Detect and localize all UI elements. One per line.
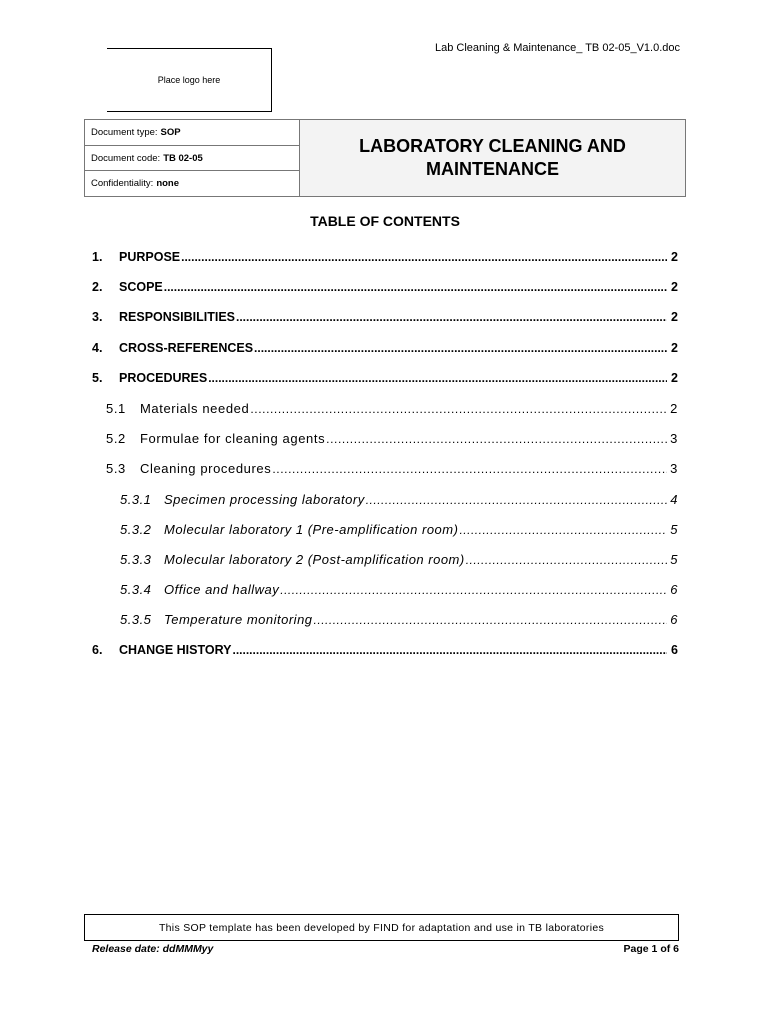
toc-entry-number: 4. (92, 340, 103, 355)
toc-entry[interactable] (92, 552, 678, 570)
toc-entry-number: 5.1 (106, 401, 126, 416)
toc-entry[interactable] (92, 341, 678, 359)
toc-entry-number: 5.3 (106, 461, 126, 477)
toc-entry-number: 5.3.3 (120, 552, 152, 567)
confidentiality-value: none (156, 178, 180, 190)
toc-entry-title: SCOPE (119, 280, 163, 295)
document-filename: Lab Cleaning & Maintenance_ TB 02-05_V1.0.doc (434, 42, 680, 54)
toc-dot-leader (459, 523, 667, 537)
toc-entry-number: 5.3.1 (120, 491, 152, 507)
toc-entry-number: 6. (92, 642, 103, 657)
toc-entry-page: 2 (671, 370, 678, 385)
toc-entry-page: 2 (670, 401, 678, 416)
toc-entry[interactable] (92, 461, 678, 479)
page-number: Page 1 of 6 (623, 943, 679, 955)
toc-dot-leader (366, 493, 667, 507)
footer-note-text: This SOP template has been developed by FIND for adaptation and use in TB laboratories (158, 921, 605, 934)
toc-entry[interactable] (92, 612, 678, 630)
toc-entry-title: Molecular laboratory 2 (Post-amplification room) (164, 552, 465, 567)
toc-entry-number: 2. (92, 280, 103, 295)
toc-dot-leader (181, 250, 667, 264)
toc-entry-title: PURPOSE (119, 250, 181, 264)
toc-entry[interactable] (92, 643, 678, 661)
toc-entry-page: 4 (670, 491, 678, 507)
toc-dot-leader (236, 310, 667, 324)
toc-entry-page: 5 (670, 521, 678, 537)
document-code-value: TB 02-05 (163, 152, 203, 164)
toc-entry[interactable] (92, 250, 678, 268)
toc-entry-title: Cleaning procedures (140, 461, 272, 477)
document-type-label: Document type: (91, 126, 158, 138)
document-type-value: SOP (160, 126, 181, 138)
toc-dot-leader (208, 371, 667, 385)
toc-dot-leader (466, 553, 667, 567)
toc-entry-number: 5.2 (106, 431, 126, 447)
toc-dot-leader (164, 280, 667, 294)
toc-entry-title: RESPONSIBILITIES (119, 310, 235, 325)
toc-dot-leader (280, 583, 667, 597)
toc-entry-page: 2 (671, 340, 678, 355)
toc-entry[interactable] (92, 280, 678, 298)
toc-entry-title: CROSS-REFERENCES (119, 340, 254, 355)
toc-entry[interactable] (92, 310, 678, 328)
toc-entry-title: PROCEDURES (119, 370, 208, 385)
toc-dot-leader (254, 341, 667, 355)
toc-entry[interactable] (92, 401, 678, 419)
toc-dot-leader (272, 462, 667, 476)
toc-entry-title: Formulae for cleaning agents (140, 431, 326, 447)
toc-entry[interactable] (92, 522, 678, 540)
toc-entry-page: 6 (670, 582, 678, 598)
toc-entry-title: CHANGE HISTORY (119, 642, 232, 657)
toc-entry-title: Office and hallway (164, 582, 280, 598)
release-date: Release date: ddMMMyy (92, 943, 214, 955)
toc-entry-page: 3 (670, 431, 678, 447)
toc-entry-page: 2 (671, 280, 678, 295)
toc-entry[interactable] (92, 431, 678, 449)
toc-entry-page: 2 (671, 250, 678, 264)
toc-entry-title: Temperature monitoring (164, 612, 313, 628)
toc-dot-leader (314, 613, 667, 627)
toc-entry-title: Molecular laboratory 1 (Pre-amplification room) (164, 521, 459, 537)
toc-dot-leader (233, 643, 667, 657)
document-title-line1: LABORATORY CLEANING AND (359, 135, 626, 156)
toc-entry-title: Materials needed (140, 401, 250, 416)
toc-entry[interactable] (92, 371, 678, 389)
toc-entry-number: 5.3.2 (120, 521, 152, 537)
toc-entry-page: 3 (670, 461, 678, 477)
toc-entry-title: Specimen processing laboratory (164, 491, 365, 507)
toc-entry-number: 1. (92, 250, 103, 264)
toc-entry-page: 2 (671, 310, 678, 325)
document-title-line2: MAINTENANCE (425, 159, 559, 179)
logo-placeholder-text: Place logo here (157, 75, 221, 85)
confidentiality-label: Confidentiality: (91, 178, 154, 190)
toc-entry-number: 5.3.4 (120, 582, 152, 598)
toc-entry-page: 5 (670, 552, 678, 567)
toc-entry-page: 6 (670, 612, 678, 628)
toc-entry-number: 5.3.5 (120, 612, 152, 628)
toc-heading: TABLE OF CONTENTS (310, 213, 460, 229)
document-code-label: Document code: (91, 152, 161, 164)
toc-dot-leader (326, 432, 667, 446)
toc-entry-number: 5. (92, 370, 103, 385)
toc-entry[interactable] (92, 492, 678, 510)
table-of-contents (92, 0, 678, 1024)
toc-entry-number: 3. (92, 310, 103, 325)
toc-entry-page: 6 (671, 642, 678, 657)
toc-dot-leader (250, 402, 667, 416)
footer-note (84, 914, 679, 941)
toc-entry[interactable] (92, 582, 678, 600)
